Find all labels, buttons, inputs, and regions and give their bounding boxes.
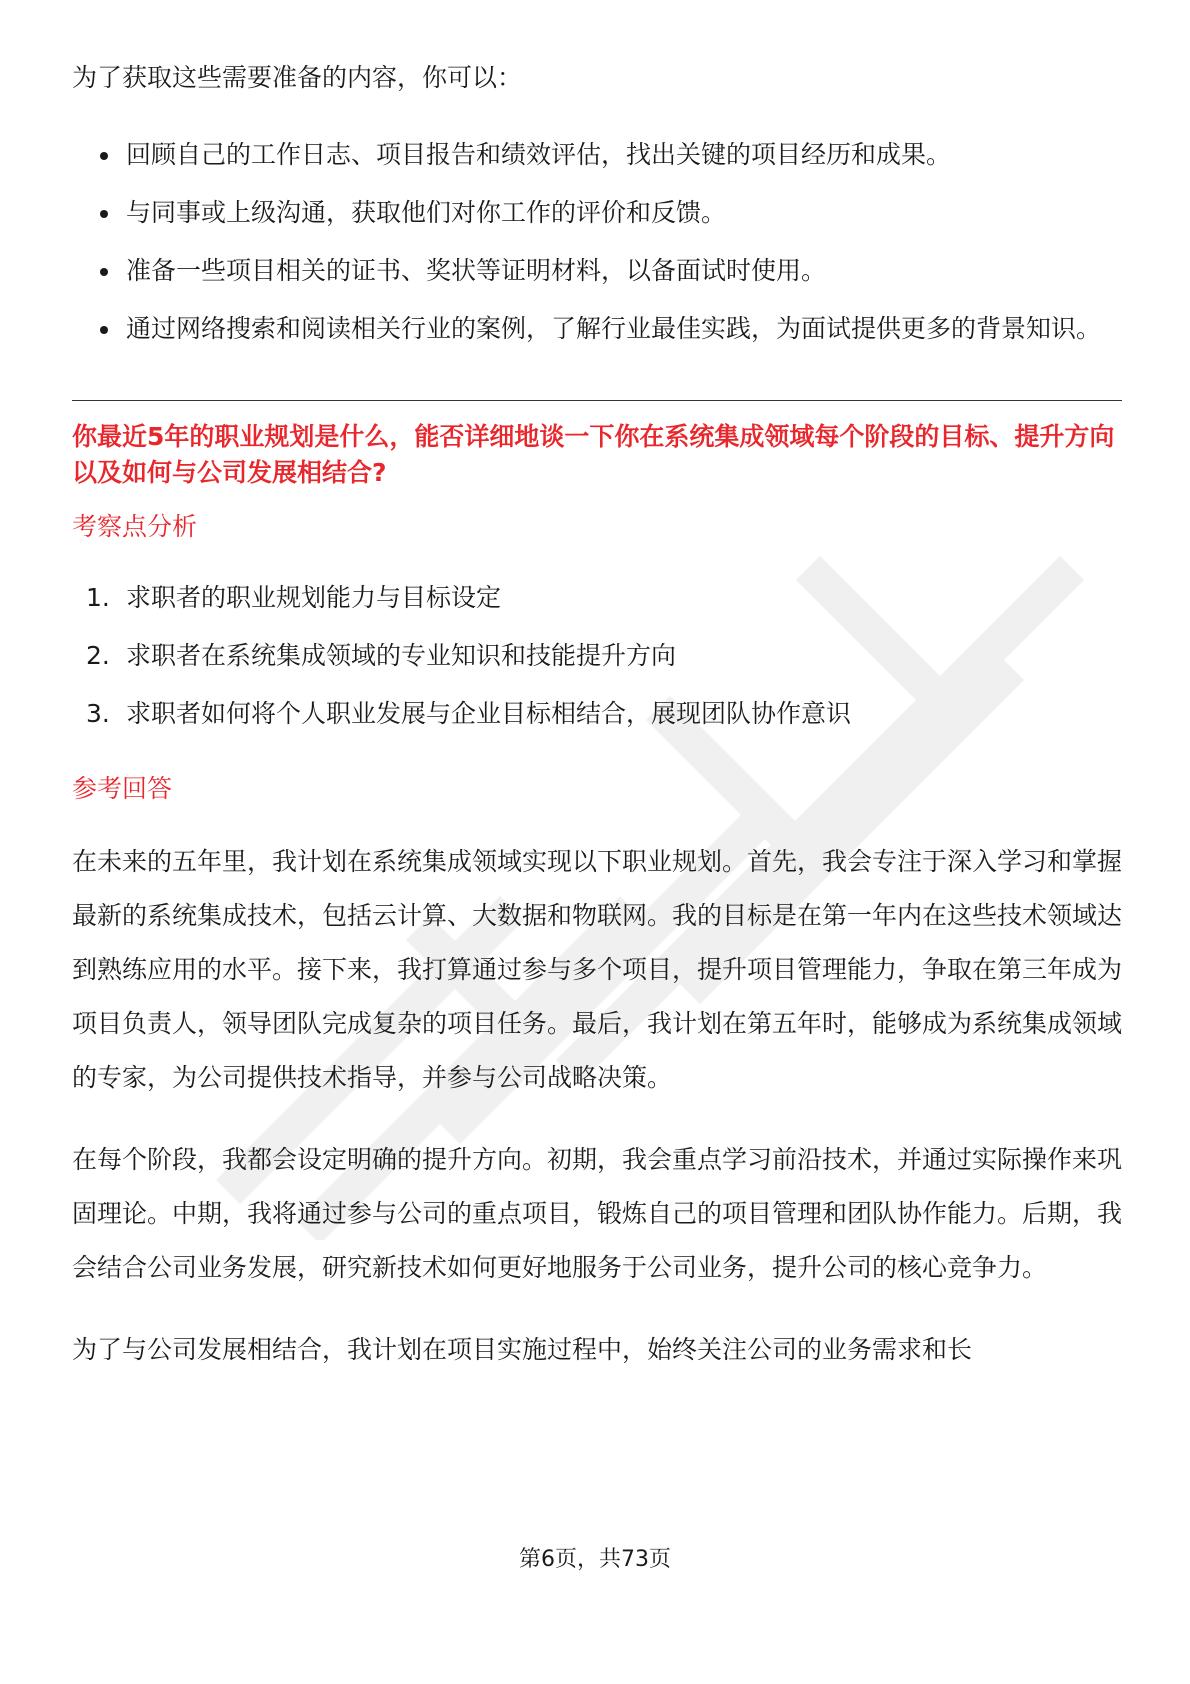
list-item [72,126,1122,184]
bullet-icon [100,152,108,160]
list-item [72,627,1122,685]
list-number: 2. [86,641,110,670]
list-number: 1. [86,583,110,612]
page-number: 第6页，共73页 [519,1547,671,1572]
list-item [72,300,1122,358]
bullet-icon [100,210,108,218]
bullet-icon [100,326,108,334]
list-item [72,569,1122,627]
interview-question: 你最近5年的职业规划是什么，能否详细地谈一下你在系统集成领域每个阶段的目标、提升方向以及如何与公司发展相结合? [72,422,1115,487]
list-item-text: 求职者在系统集成领域的专业知识和技能提升方向 [126,641,677,670]
page-content [72,58,1122,1377]
intro-text: 为了获取这些需要准备的内容，你可以： [72,63,523,92]
list-item [72,685,1122,743]
list-item [72,242,1122,300]
answer-paragraph: 为了与公司发展相结合，我计划在项目实施过程中，始终关注公司的业务需求和长 [72,1335,973,1364]
list-item-text: 与同事或上级沟通，获取他们对你工作的评价和反馈。 [126,198,727,227]
analysis-list [72,569,1122,743]
list-number: 3. [86,699,110,728]
list-item-text: 求职者如何将个人职业发展与企业目标相结合，展现团队协作意识 [126,699,852,728]
list-item-text: 求职者的职业规划能力与目标设定 [126,583,502,612]
list-item-text: 通过网络搜索和阅读相关行业的案例，了解行业最佳实践，为面试提供更多的背景知识。 [126,314,1102,343]
list-item-text: 回顾自己的工作日志、项目报告和绩效评估，找出关键的项目经历和成果。 [126,140,952,169]
answer-paragraph: 在每个阶段，我都会设定明确的提升方向。初期，我会重点学习前沿技术，并通过实际操作来巩固理论。中期，我将通过参与公司的重点项目，锻炼自己的项目管理和团队协作能力。后期，我会结合公司业务发展，研究新技术如何更好地服务于公司业务，提升公司的核心竞争力。 [72,1145,1123,1282]
answer-paragraph: 在未来的五年里，我计划在系统集成领域实现以下职业规划。首先，我会专注于深入学习和掌握最新的系统集成技术，包括云计算、大数据和物联网。我的目标是在第一年内在这些技术领域达到熟练应用的水平。接下来，我打算通过参与多个项目，提升项目管理能力，争取在第三年成为项目负责人，领导团队完成复杂的项目任务。最后，我计划在第五年时，能够成为系统集成领域的专家，为公司提供技术指导，并参与公司战略决策。 [72,847,1123,1092]
section-divider [72,400,1122,401]
list-item-text: 准备一些项目相关的证书、奖状等证明材料，以备面试时使用。 [126,256,827,285]
bullet-icon [100,268,108,276]
list-item [72,184,1122,242]
answer-heading: 参考回答 [72,774,173,803]
preparation-list [72,126,1122,358]
analysis-heading: 考察点分析 [72,512,198,541]
